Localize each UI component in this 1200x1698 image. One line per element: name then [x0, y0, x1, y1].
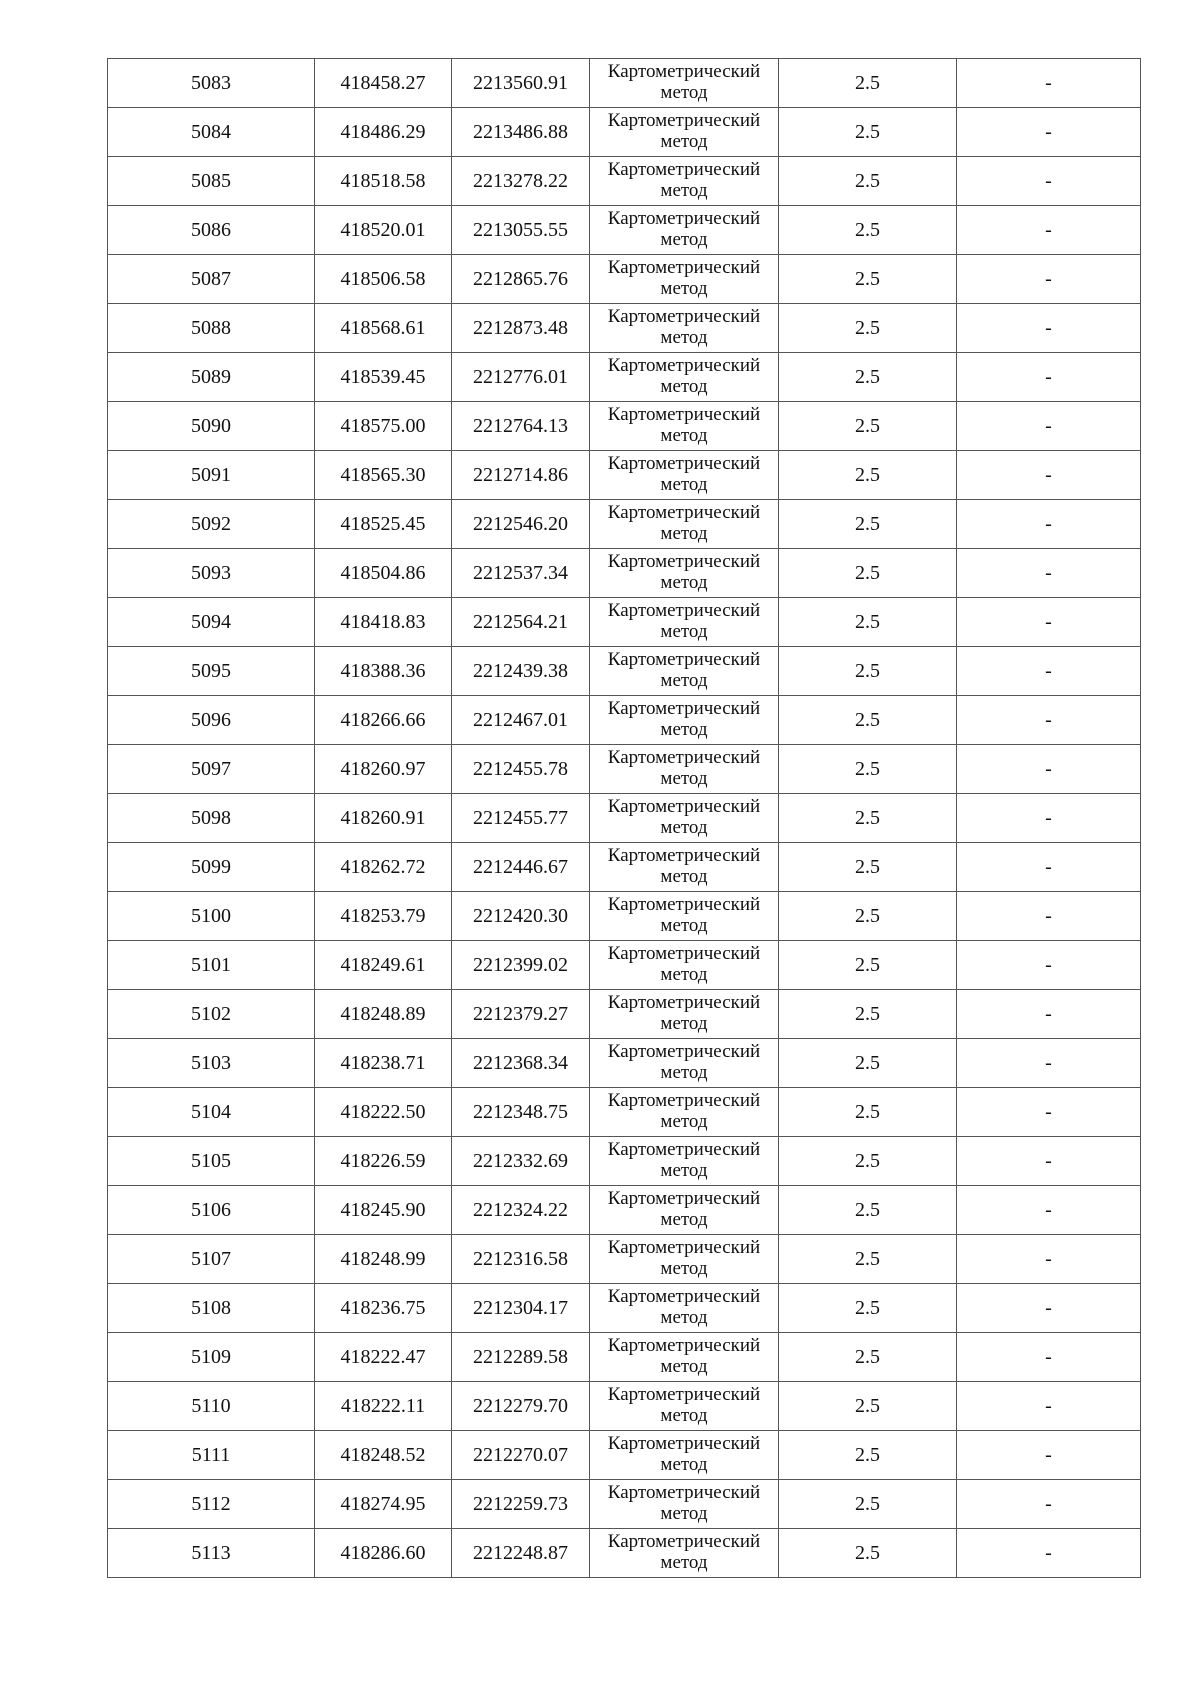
cell-coordinate-x: 418249.61 — [315, 941, 452, 990]
cell-accuracy: 2.5 — [779, 1529, 957, 1578]
cell-accuracy: 2.5 — [779, 892, 957, 941]
cell-note: - — [957, 1333, 1141, 1382]
cell-method: Картометрический метод — [590, 1039, 779, 1088]
cell-note: - — [957, 1431, 1141, 1480]
cell-accuracy: 2.5 — [779, 1333, 957, 1382]
cell-point-number: 5094 — [108, 598, 315, 647]
cell-point-number: 5084 — [108, 108, 315, 157]
cell-accuracy: 2.5 — [779, 402, 957, 451]
cell-point-number: 5091 — [108, 451, 315, 500]
cell-accuracy: 2.5 — [779, 1284, 957, 1333]
cell-note: - — [957, 598, 1141, 647]
cell-accuracy: 2.5 — [779, 451, 957, 500]
cell-method: Картометрический метод — [590, 59, 779, 108]
table-row — [108, 1382, 1141, 1431]
cell-coordinate-x: 418504.86 — [315, 549, 452, 598]
cell-method: Картометрический метод — [590, 1480, 779, 1529]
table-row — [108, 451, 1141, 500]
cell-coordinate-y: 2212248.87 — [452, 1529, 590, 1578]
cell-method: Картометрический метод — [590, 402, 779, 451]
cell-coordinate-y: 2212368.34 — [452, 1039, 590, 1088]
table-row — [108, 402, 1141, 451]
table-row — [108, 1529, 1141, 1578]
cell-note: - — [957, 1088, 1141, 1137]
cell-method: Картометрический метод — [590, 304, 779, 353]
table-row — [108, 549, 1141, 598]
cell-accuracy: 2.5 — [779, 255, 957, 304]
cell-method: Картометрический метод — [590, 745, 779, 794]
cell-accuracy: 2.5 — [779, 598, 957, 647]
cell-point-number: 5108 — [108, 1284, 315, 1333]
cell-coordinate-y: 2212564.21 — [452, 598, 590, 647]
cell-coordinate-y: 2212467.01 — [452, 696, 590, 745]
cell-point-number: 5093 — [108, 549, 315, 598]
cell-note: - — [957, 255, 1141, 304]
cell-coordinate-y: 2212379.27 — [452, 990, 590, 1039]
cell-method: Картометрический метод — [590, 990, 779, 1039]
cell-coordinate-x: 418388.36 — [315, 647, 452, 696]
cell-point-number: 5109 — [108, 1333, 315, 1382]
cell-accuracy: 2.5 — [779, 941, 957, 990]
cell-point-number: 5085 — [108, 157, 315, 206]
cell-point-number: 5097 — [108, 745, 315, 794]
cell-coordinate-y: 2212764.13 — [452, 402, 590, 451]
table-row — [108, 696, 1141, 745]
cell-point-number: 5089 — [108, 353, 315, 402]
cell-coordinate-x: 418506.58 — [315, 255, 452, 304]
table-row — [108, 647, 1141, 696]
cell-coordinate-y: 2213055.55 — [452, 206, 590, 255]
table-row — [108, 794, 1141, 843]
cell-method: Картометрический метод — [590, 451, 779, 500]
cell-method: Картометрический метод — [590, 1235, 779, 1284]
cell-accuracy: 2.5 — [779, 108, 957, 157]
cell-method: Картометрический метод — [590, 206, 779, 255]
table-row — [108, 353, 1141, 402]
cell-coordinate-x: 418260.91 — [315, 794, 452, 843]
cell-note: - — [957, 206, 1141, 255]
cell-accuracy: 2.5 — [779, 206, 957, 255]
cell-method: Картометрический метод — [590, 108, 779, 157]
cell-method: Картометрический метод — [590, 353, 779, 402]
cell-point-number: 5111 — [108, 1431, 315, 1480]
cell-note: - — [957, 990, 1141, 1039]
cell-accuracy: 2.5 — [779, 647, 957, 696]
table-row — [108, 108, 1141, 157]
table-row — [108, 843, 1141, 892]
cell-note: - — [957, 402, 1141, 451]
cell-coordinate-x: 418520.01 — [315, 206, 452, 255]
cell-coordinate-x: 418222.47 — [315, 1333, 452, 1382]
cell-note: - — [957, 1529, 1141, 1578]
cell-coordinate-x: 418458.27 — [315, 59, 452, 108]
cell-note: - — [957, 647, 1141, 696]
cell-point-number: 5096 — [108, 696, 315, 745]
cell-coordinate-y: 2212279.70 — [452, 1382, 590, 1431]
cell-coordinate-y: 2213560.91 — [452, 59, 590, 108]
table-row — [108, 1137, 1141, 1186]
cell-accuracy: 2.5 — [779, 1235, 957, 1284]
cell-coordinate-y: 2212270.07 — [452, 1431, 590, 1480]
cell-method: Картометрический метод — [590, 500, 779, 549]
cell-method: Картометрический метод — [590, 892, 779, 941]
cell-method: Картометрический метод — [590, 255, 779, 304]
cell-point-number: 5101 — [108, 941, 315, 990]
cell-coordinate-x: 418236.75 — [315, 1284, 452, 1333]
cell-point-number: 5092 — [108, 500, 315, 549]
cell-accuracy: 2.5 — [779, 1039, 957, 1088]
table-row — [108, 941, 1141, 990]
cell-accuracy: 2.5 — [779, 353, 957, 402]
table-row — [108, 206, 1141, 255]
cell-point-number: 5110 — [108, 1382, 315, 1431]
cell-method: Картометрический метод — [590, 941, 779, 990]
table-row — [108, 892, 1141, 941]
cell-method: Картометрический метод — [590, 1284, 779, 1333]
cell-coordinate-x: 418248.99 — [315, 1235, 452, 1284]
cell-coordinate-y: 2212446.67 — [452, 843, 590, 892]
cell-method: Картометрический метод — [590, 696, 779, 745]
table-row — [108, 157, 1141, 206]
cell-coordinate-x: 418418.83 — [315, 598, 452, 647]
cell-coordinate-y: 2212865.76 — [452, 255, 590, 304]
cell-point-number: 5099 — [108, 843, 315, 892]
cell-method: Картометрический метод — [590, 549, 779, 598]
cell-point-number: 5102 — [108, 990, 315, 1039]
cell-accuracy: 2.5 — [779, 696, 957, 745]
table-row — [108, 1284, 1141, 1333]
cell-note: - — [957, 1186, 1141, 1235]
table-row — [108, 59, 1141, 108]
cell-coordinate-y: 2213486.88 — [452, 108, 590, 157]
cell-coordinate-y: 2212332.69 — [452, 1137, 590, 1186]
cell-coordinate-x: 418238.71 — [315, 1039, 452, 1088]
cell-note: - — [957, 353, 1141, 402]
cell-note: - — [957, 892, 1141, 941]
cell-coordinate-y: 2212439.38 — [452, 647, 590, 696]
cell-note: - — [957, 1382, 1141, 1431]
cell-coordinate-x: 418222.50 — [315, 1088, 452, 1137]
cell-note: - — [957, 745, 1141, 794]
table-row — [108, 500, 1141, 549]
cell-method: Картометрический метод — [590, 1333, 779, 1382]
table-row — [108, 1431, 1141, 1480]
cell-method: Картометрический метод — [590, 843, 779, 892]
cell-coordinate-x: 418286.60 — [315, 1529, 452, 1578]
cell-accuracy: 2.5 — [779, 304, 957, 353]
cell-accuracy: 2.5 — [779, 1137, 957, 1186]
cell-coordinate-x: 418248.89 — [315, 990, 452, 1039]
cell-coordinate-x: 418518.58 — [315, 157, 452, 206]
table-row — [108, 598, 1141, 647]
cell-method: Картометрический метод — [590, 1088, 779, 1137]
cell-point-number: 5100 — [108, 892, 315, 941]
table-row — [108, 990, 1141, 1039]
cell-note: - — [957, 157, 1141, 206]
cell-method: Картометрический метод — [590, 1382, 779, 1431]
table-row — [108, 255, 1141, 304]
table-row — [108, 304, 1141, 353]
cell-coordinate-y: 2212289.58 — [452, 1333, 590, 1382]
table-row — [108, 1235, 1141, 1284]
cell-method: Картометрический метод — [590, 157, 779, 206]
cell-accuracy: 2.5 — [779, 1431, 957, 1480]
cell-note: - — [957, 941, 1141, 990]
cell-coordinate-x: 418539.45 — [315, 353, 452, 402]
cell-accuracy: 2.5 — [779, 549, 957, 598]
cell-coordinate-x: 418262.72 — [315, 843, 452, 892]
cell-method: Картометрический метод — [590, 1137, 779, 1186]
table-row — [108, 1088, 1141, 1137]
cell-note: - — [957, 304, 1141, 353]
coordinates-table — [107, 58, 1141, 1578]
cell-accuracy: 2.5 — [779, 500, 957, 549]
cell-note: - — [957, 451, 1141, 500]
cell-coordinate-y: 2212259.73 — [452, 1480, 590, 1529]
cell-point-number: 5098 — [108, 794, 315, 843]
cell-point-number: 5088 — [108, 304, 315, 353]
cell-coordinate-y: 2213278.22 — [452, 157, 590, 206]
cell-accuracy: 2.5 — [779, 843, 957, 892]
cell-coordinate-x: 418568.61 — [315, 304, 452, 353]
cell-coordinate-x: 418245.90 — [315, 1186, 452, 1235]
cell-method: Картометрический метод — [590, 598, 779, 647]
cell-accuracy: 2.5 — [779, 745, 957, 794]
cell-method: Картометрический метод — [590, 647, 779, 696]
cell-coordinate-x: 418274.95 — [315, 1480, 452, 1529]
cell-note: - — [957, 1235, 1141, 1284]
cell-point-number: 5095 — [108, 647, 315, 696]
cell-coordinate-y: 2212776.01 — [452, 353, 590, 402]
cell-coordinate-y: 2212455.78 — [452, 745, 590, 794]
cell-coordinate-x: 418266.66 — [315, 696, 452, 745]
cell-point-number: 5087 — [108, 255, 315, 304]
cell-coordinate-y: 2212455.77 — [452, 794, 590, 843]
cell-coordinate-x: 418226.59 — [315, 1137, 452, 1186]
cell-coordinate-x: 418565.30 — [315, 451, 452, 500]
table-row — [108, 745, 1141, 794]
cell-coordinate-x: 418575.00 — [315, 402, 452, 451]
cell-point-number: 5105 — [108, 1137, 315, 1186]
cell-coordinate-y: 2212546.20 — [452, 500, 590, 549]
cell-coordinate-y: 2212714.86 — [452, 451, 590, 500]
cell-coordinate-y: 2212537.34 — [452, 549, 590, 598]
cell-coordinate-y: 2212399.02 — [452, 941, 590, 990]
cell-coordinate-x: 418260.97 — [315, 745, 452, 794]
cell-coordinate-y: 2212324.22 — [452, 1186, 590, 1235]
coordinates-table-body — [108, 59, 1141, 1578]
table-row — [108, 1039, 1141, 1088]
cell-point-number: 5103 — [108, 1039, 315, 1088]
cell-note: - — [957, 549, 1141, 598]
cell-note: - — [957, 500, 1141, 549]
cell-note: - — [957, 59, 1141, 108]
cell-note: - — [957, 108, 1141, 157]
cell-method: Картометрический метод — [590, 1431, 779, 1480]
cell-coordinate-y: 2212420.30 — [452, 892, 590, 941]
cell-accuracy: 2.5 — [779, 59, 957, 108]
cell-point-number: 5090 — [108, 402, 315, 451]
cell-note: - — [957, 1480, 1141, 1529]
cell-coordinate-y: 2212348.75 — [452, 1088, 590, 1137]
cell-accuracy: 2.5 — [779, 157, 957, 206]
cell-accuracy: 2.5 — [779, 794, 957, 843]
cell-note: - — [957, 696, 1141, 745]
table-row — [108, 1480, 1141, 1529]
cell-point-number: 5083 — [108, 59, 315, 108]
cell-point-number: 5112 — [108, 1480, 315, 1529]
cell-coordinate-x: 418525.45 — [315, 500, 452, 549]
cell-accuracy: 2.5 — [779, 1480, 957, 1529]
cell-coordinate-x: 418222.11 — [315, 1382, 452, 1431]
cell-note: - — [957, 794, 1141, 843]
cell-point-number: 5086 — [108, 206, 315, 255]
cell-coordinate-y: 2212316.58 — [452, 1235, 590, 1284]
cell-note: - — [957, 1137, 1141, 1186]
cell-accuracy: 2.5 — [779, 1088, 957, 1137]
table-row — [108, 1186, 1141, 1235]
cell-point-number: 5107 — [108, 1235, 315, 1284]
cell-accuracy: 2.5 — [779, 1382, 957, 1431]
cell-coordinate-x: 418486.29 — [315, 108, 452, 157]
cell-note: - — [957, 1039, 1141, 1088]
cell-point-number: 5104 — [108, 1088, 315, 1137]
cell-accuracy: 2.5 — [779, 990, 957, 1039]
cell-coordinate-y: 2212873.48 — [452, 304, 590, 353]
cell-coordinate-x: 418253.79 — [315, 892, 452, 941]
cell-note: - — [957, 843, 1141, 892]
cell-accuracy: 2.5 — [779, 1186, 957, 1235]
cell-method: Картометрический метод — [590, 1186, 779, 1235]
cell-method: Картометрический метод — [590, 1529, 779, 1578]
table-row — [108, 1333, 1141, 1382]
cell-coordinate-x: 418248.52 — [315, 1431, 452, 1480]
cell-note: - — [957, 1284, 1141, 1333]
cell-method: Картометрический метод — [590, 794, 779, 843]
cell-point-number: 5113 — [108, 1529, 315, 1578]
cell-coordinate-y: 2212304.17 — [452, 1284, 590, 1333]
cell-point-number: 5106 — [108, 1186, 315, 1235]
